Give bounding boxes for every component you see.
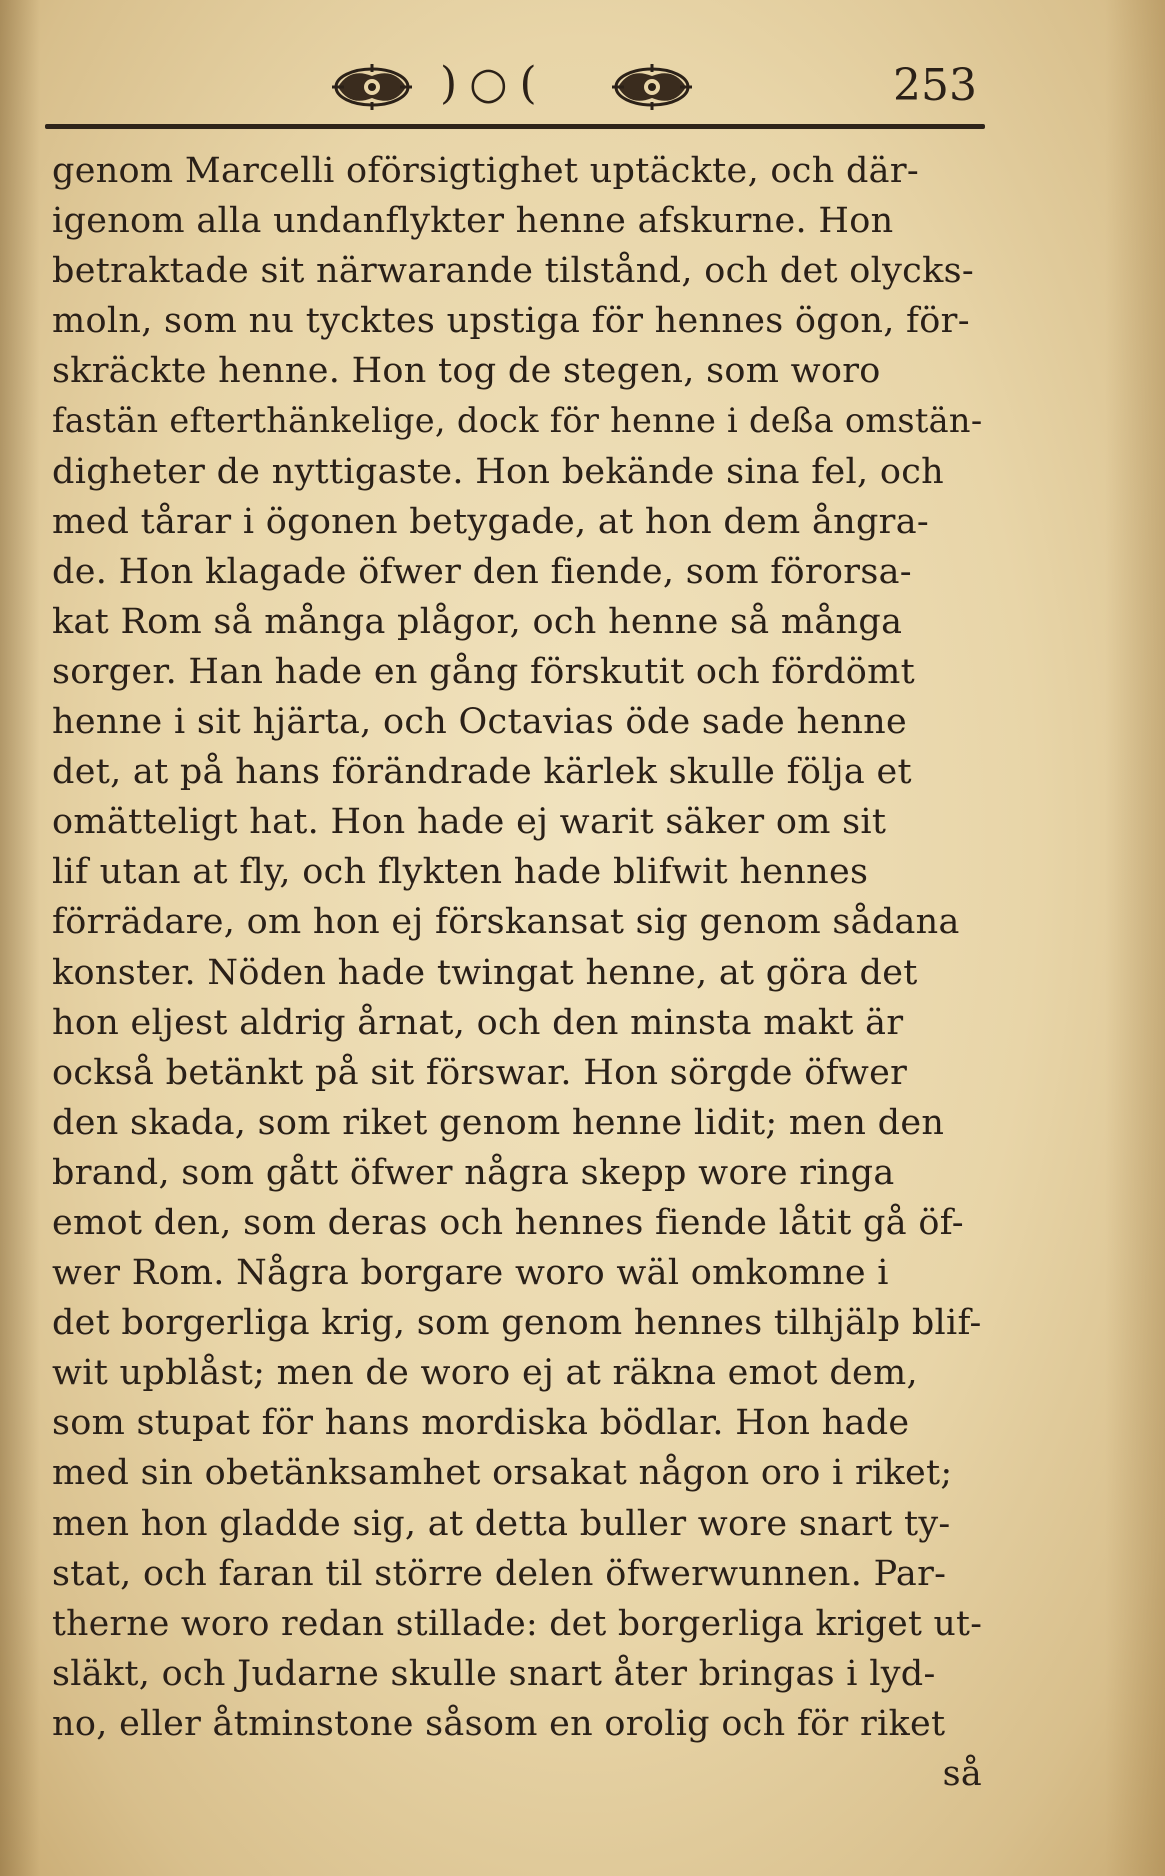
text-line: hon eljest aldrig årnat, och den minsta makt är	[52, 1002, 904, 1043]
printer-fleuron-icon	[610, 62, 694, 112]
text-line: brand, som gått öfwer några skepp wore ringa	[52, 1152, 895, 1193]
header-rule	[45, 124, 985, 129]
header-separator: )○(	[440, 58, 549, 109]
text-line: de. Hon klagade öfwer den fiende, som förorsa-	[52, 551, 912, 592]
page-number: 253	[893, 60, 977, 111]
text-line: stat, och faran til större delen öfwerwunnen. Par-	[52, 1553, 947, 1594]
text-line: henne i sit hjärta, och Octavias öde sade henne	[52, 702, 908, 743]
text-line: den skada, som riket genom henne lidit; men den	[52, 1102, 945, 1143]
text-line: men hon gladde sig, at detta buller wore snart ty-	[52, 1503, 951, 1544]
text-line: skräckte henne. Hon tog de stegen, som woro	[52, 351, 881, 392]
printer-fleuron-icon	[330, 62, 414, 112]
text-line: med tårar i ögonen betygade, at hon dem ångra-	[52, 501, 930, 542]
text-line: det, at på hans förändrade kärlek skulle följa et	[52, 752, 912, 793]
text-line: moln, som nu tycktes upstiga för hennes ögon, för-	[52, 301, 970, 342]
text-line: betraktade sit närwarande tilstånd, och det olycks-	[52, 251, 974, 292]
text-line: släkt, och Judarne skulle snart åter bringas i lyd-	[52, 1653, 936, 1694]
text-line: omätteligt hat. Hon hade ej warit säker om sit	[52, 802, 887, 843]
text-line: som stupat för hans mordiska bödlar. Hon hade	[52, 1403, 910, 1444]
text-line: emot den, som deras och hennes fiende låtit gå öf-	[52, 1202, 964, 1243]
page-header	[40, 58, 985, 128]
text-line: wit upblåst; men de woro ej at räkna emot dem,	[52, 1353, 918, 1394]
text-line: förrädare, om hon ej förskansat sig genom sådana	[52, 902, 960, 943]
text-line: therne woro redan stillade: det borgerliga kriget ut-	[52, 1603, 983, 1644]
text-line: lif utan at fly, och flykten hade blifwit hennes	[52, 852, 869, 893]
text-line: no, eller åtminstone såsom en orolig och för riket	[52, 1703, 946, 1744]
text-line: kat Rom så många plågor, och henne så många	[52, 601, 903, 642]
text-line: igenom alla undanflykter henne afskurne. Hon	[52, 201, 894, 242]
text-line: digheter de nyttigaste. Hon bekände sina fel, och	[52, 451, 944, 492]
text-line: med sin obetänksamhet orsakat någon oro i riket;	[52, 1453, 953, 1494]
catchword: så	[942, 1754, 982, 1794]
body-text	[52, 146, 1002, 1799]
text-line: fastän efterthänkelige, dock för henne i deßa omstän-	[52, 401, 983, 441]
text-line: också betänkt på sit förswar. Hon sörgde öfwer	[52, 1052, 908, 1093]
text-line: sorger. Han hade en gång förskutit och fördömt	[52, 651, 915, 692]
text-line: det borgerliga krig, som genom hennes tilhjälp blif-	[52, 1303, 982, 1344]
text-line: genom Marcelli oförsigtighet uptäckte, och där-	[52, 151, 919, 191]
text-line: konster. Nöden hade twingat henne, at göra det	[52, 952, 918, 993]
text-line: wer Rom. Några borgare woro wäl omkomne i	[52, 1253, 889, 1294]
